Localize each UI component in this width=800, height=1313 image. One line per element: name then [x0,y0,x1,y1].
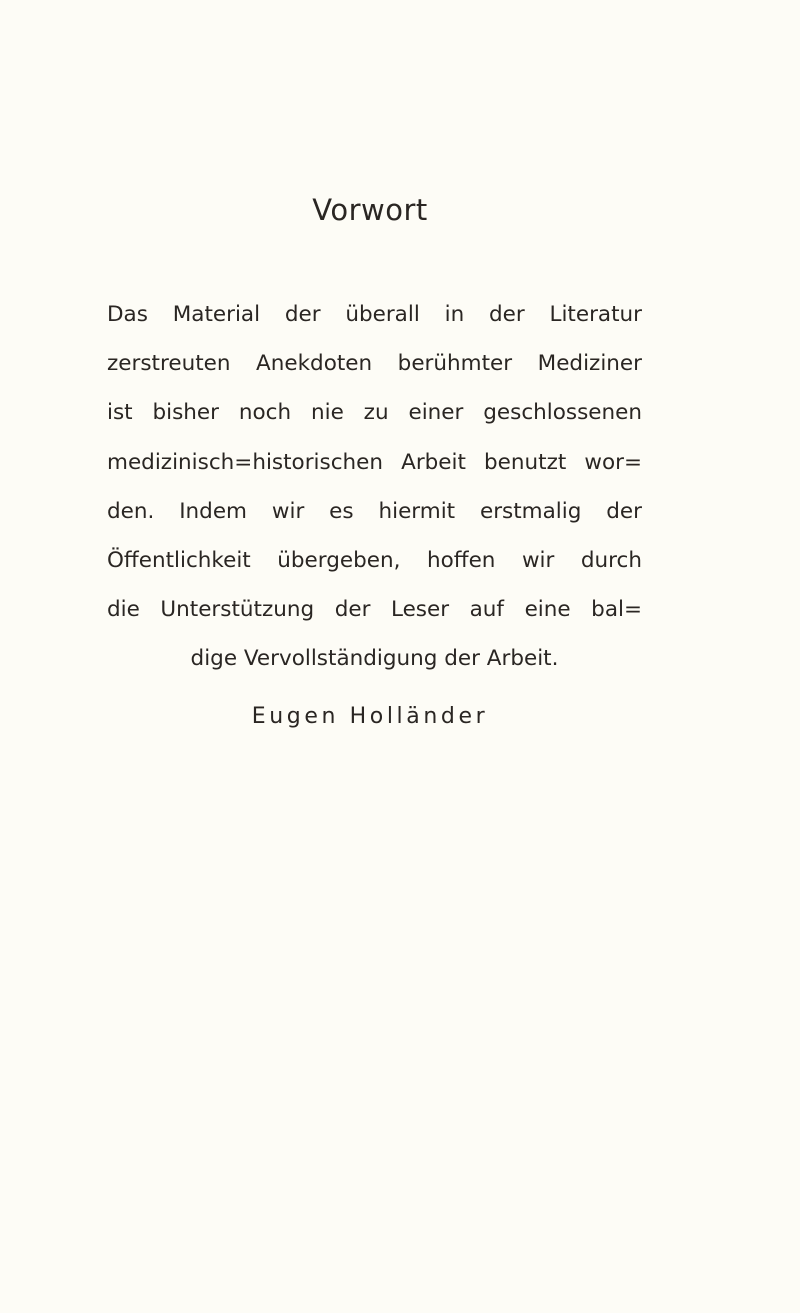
author-signature: Eugen Holländer [251,704,489,729]
paragraph-line: dige Vervollständigung der Arbeit. [190,646,559,672]
paragraph-line: Öffentlichkeit übergeben, hoffen wir durch [107,547,642,573]
paragraph-line: Das Material der überall in der Literatur [107,302,642,327]
preface-paragraph [107,290,642,684]
page-title: Vorwort [312,193,428,227]
paragraph-line: zerstreuten Anekdoten berühmter Mediziner [107,351,642,377]
paragraph-line: ist bisher noch nie zu einer geschlossenen [107,400,642,426]
paragraph-line: den. Indem wir es hiermit erstmalig der [107,498,642,524]
paragraph-line: medizinisch=historischen Arbeit benutzt wor= [107,449,642,475]
paragraph-line: die Unterstützung der Leser auf eine bal= [107,597,642,623]
